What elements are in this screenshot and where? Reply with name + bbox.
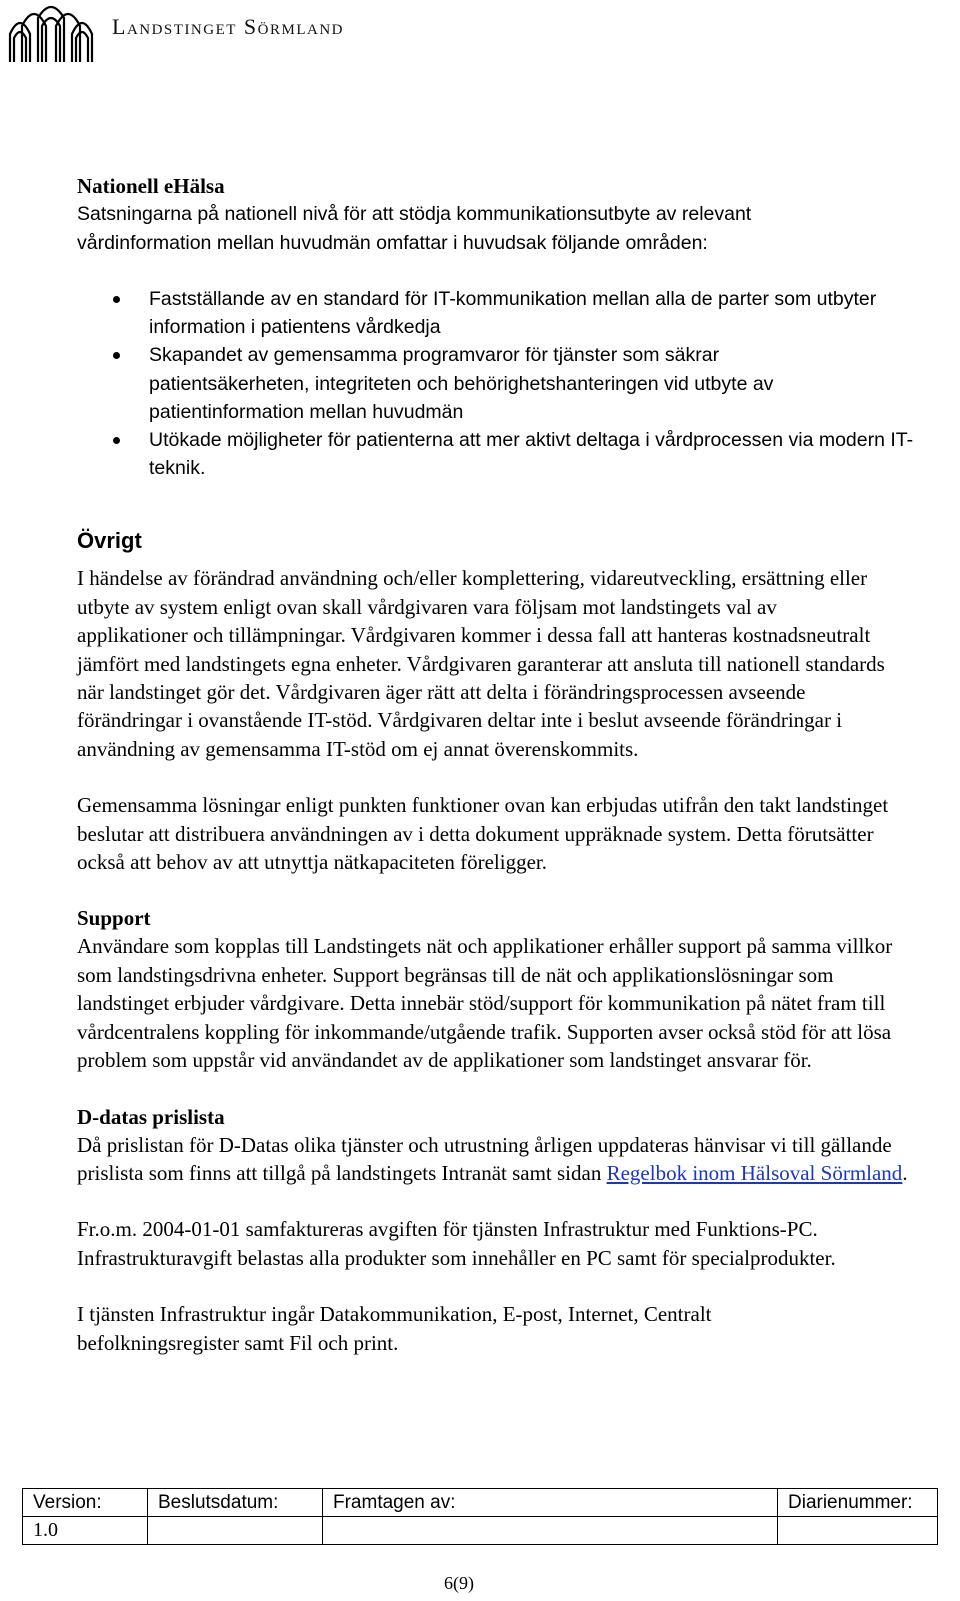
heading-ddatas-prislista: D-datas prislista [77,1104,225,1129]
paragraph-ovrigt-2: Gemensamma lösningar enligt punkten funktioner ovan kan erbjudas utifrån den takt landstinget beslutar att distribuera användningen av i detta dokument uppräknade system. Detta förutsätter också att behov av att utnyttja nätkapaciteten föreligger. [77,793,889,875]
paragraph-ovrigt-1: I händelse av förändrad användning och/eller komplettering, vidareutveckling, ersättning eller utbyte av system enligt ovan skall vårdgivaren vara följsam mot landstingets val av applikationer och tillämpningar. Vårdgivaren kommer i dessa fall att hanteras kostnadsneutralt jämfört med landstingets egna enheter. Vårdgivaren garanterar att ansluta till nationell standards när landstinget gör det. Vårdgivaren äger rätt att delta i förändringsprocessen avseende förändringar i ovanstående IT-stöd. Vårdgivaren deltar inte i beslut avseende förändringar i användning av gemensamma IT-stöd om ej annat överenskommits. [77,566,885,761]
footer-value-diarienummer [778,1517,938,1545]
document-body [77,172,937,1357]
footer-value-version: 1.0 [23,1517,148,1545]
footer-label-diarienummer: Diarienummer: [778,1489,938,1517]
landsting-logo [6,4,96,66]
brand-name: Landstinget Sörmland [112,14,344,39]
bullet-icon [113,352,120,359]
list-item: Fastställande av en standard för IT-kommunikation mellan alla de parter som utbyter information i patientens vårdkedja [77,285,919,341]
heading-ovrigt: Övrigt [77,528,142,554]
footer-value-beslutsdatum [148,1517,323,1545]
list-item: Skapandet av gemensamma programvaror för tjänster som säkrar patientsäkerheten, integriteten och behörighetshanteringen vid utbyte av patientinformation mellan huvudmän [77,341,869,426]
footer-label-beslutsdatum: Beslutsdatum: [148,1489,323,1517]
footer-label-version: Version: [23,1489,148,1517]
bullet-icon [113,437,120,444]
heading-nationell-ehalsa: Nationell eHälsa [77,174,225,198]
footer-value-framtagen-av [323,1517,778,1545]
regelbok-link[interactable]: Regelbok inom Hälsoval Sörmland [606,1160,903,1185]
paragraph-nationell-intro: Satsningarna på nationell nivå för att stödja kommunikationsutbyte av relevant vårdinformation mellan huvudmän omfattar i huvudsak följande områden: [77,203,752,254]
heading-support: Support [77,906,151,931]
paragraph-ddatas-2: Fr.o.m. 2004-01-01 samfaktureras avgiften för tjänsten Infrastruktur med Funktions-PC. Infrastrukturavgift belastas alla produkter som innehåller en PC samt för specialprodukter. [77,1217,836,1270]
list-item: Utökade möjligheter för patienterna att mer aktivt deltaga i vårdprocessen via modern IT-teknik. [77,426,939,482]
bullet-icon [113,296,120,303]
page-number: 6(9) [444,1573,474,1593]
paragraph-ddatas-3: I tjänsten Infrastruktur ingår Datakommunikation, E-post, Internet, Centralt befolkningsregister samt Fil och print. [77,1302,712,1355]
paragraph-support: Användare som kopplas till Landstingets nät och applikationer erhåller support på samma villkor som landstingsdrivna enheter. Support begränsas till de nät och applikationslösningar som landstinget erbjuder vårdgivare. Detta innebär stöd/support för kommunikation på nätet fram till vårdcentralens koppling för inkommande/utgående trafik. Supporten avser också stöd för att lösa problem som uppstår vid användandet av de applikationer som landstinget ansvarar för. [77,934,893,1073]
footer-label-framtagen-av: Framtagen av: [323,1489,778,1517]
document-footer-table [22,1488,938,1545]
bullet-list [77,285,937,482]
paragraph-ddatas-1: Då prislistan för D-Datas olika tjänster och utrustning årligen uppdateras hänvisar vi till gällande prislista som finns att tillgå på landstingets Intranät samt sidan Regelbok inom Hälsoval Sörmland. [77,1132,908,1185]
